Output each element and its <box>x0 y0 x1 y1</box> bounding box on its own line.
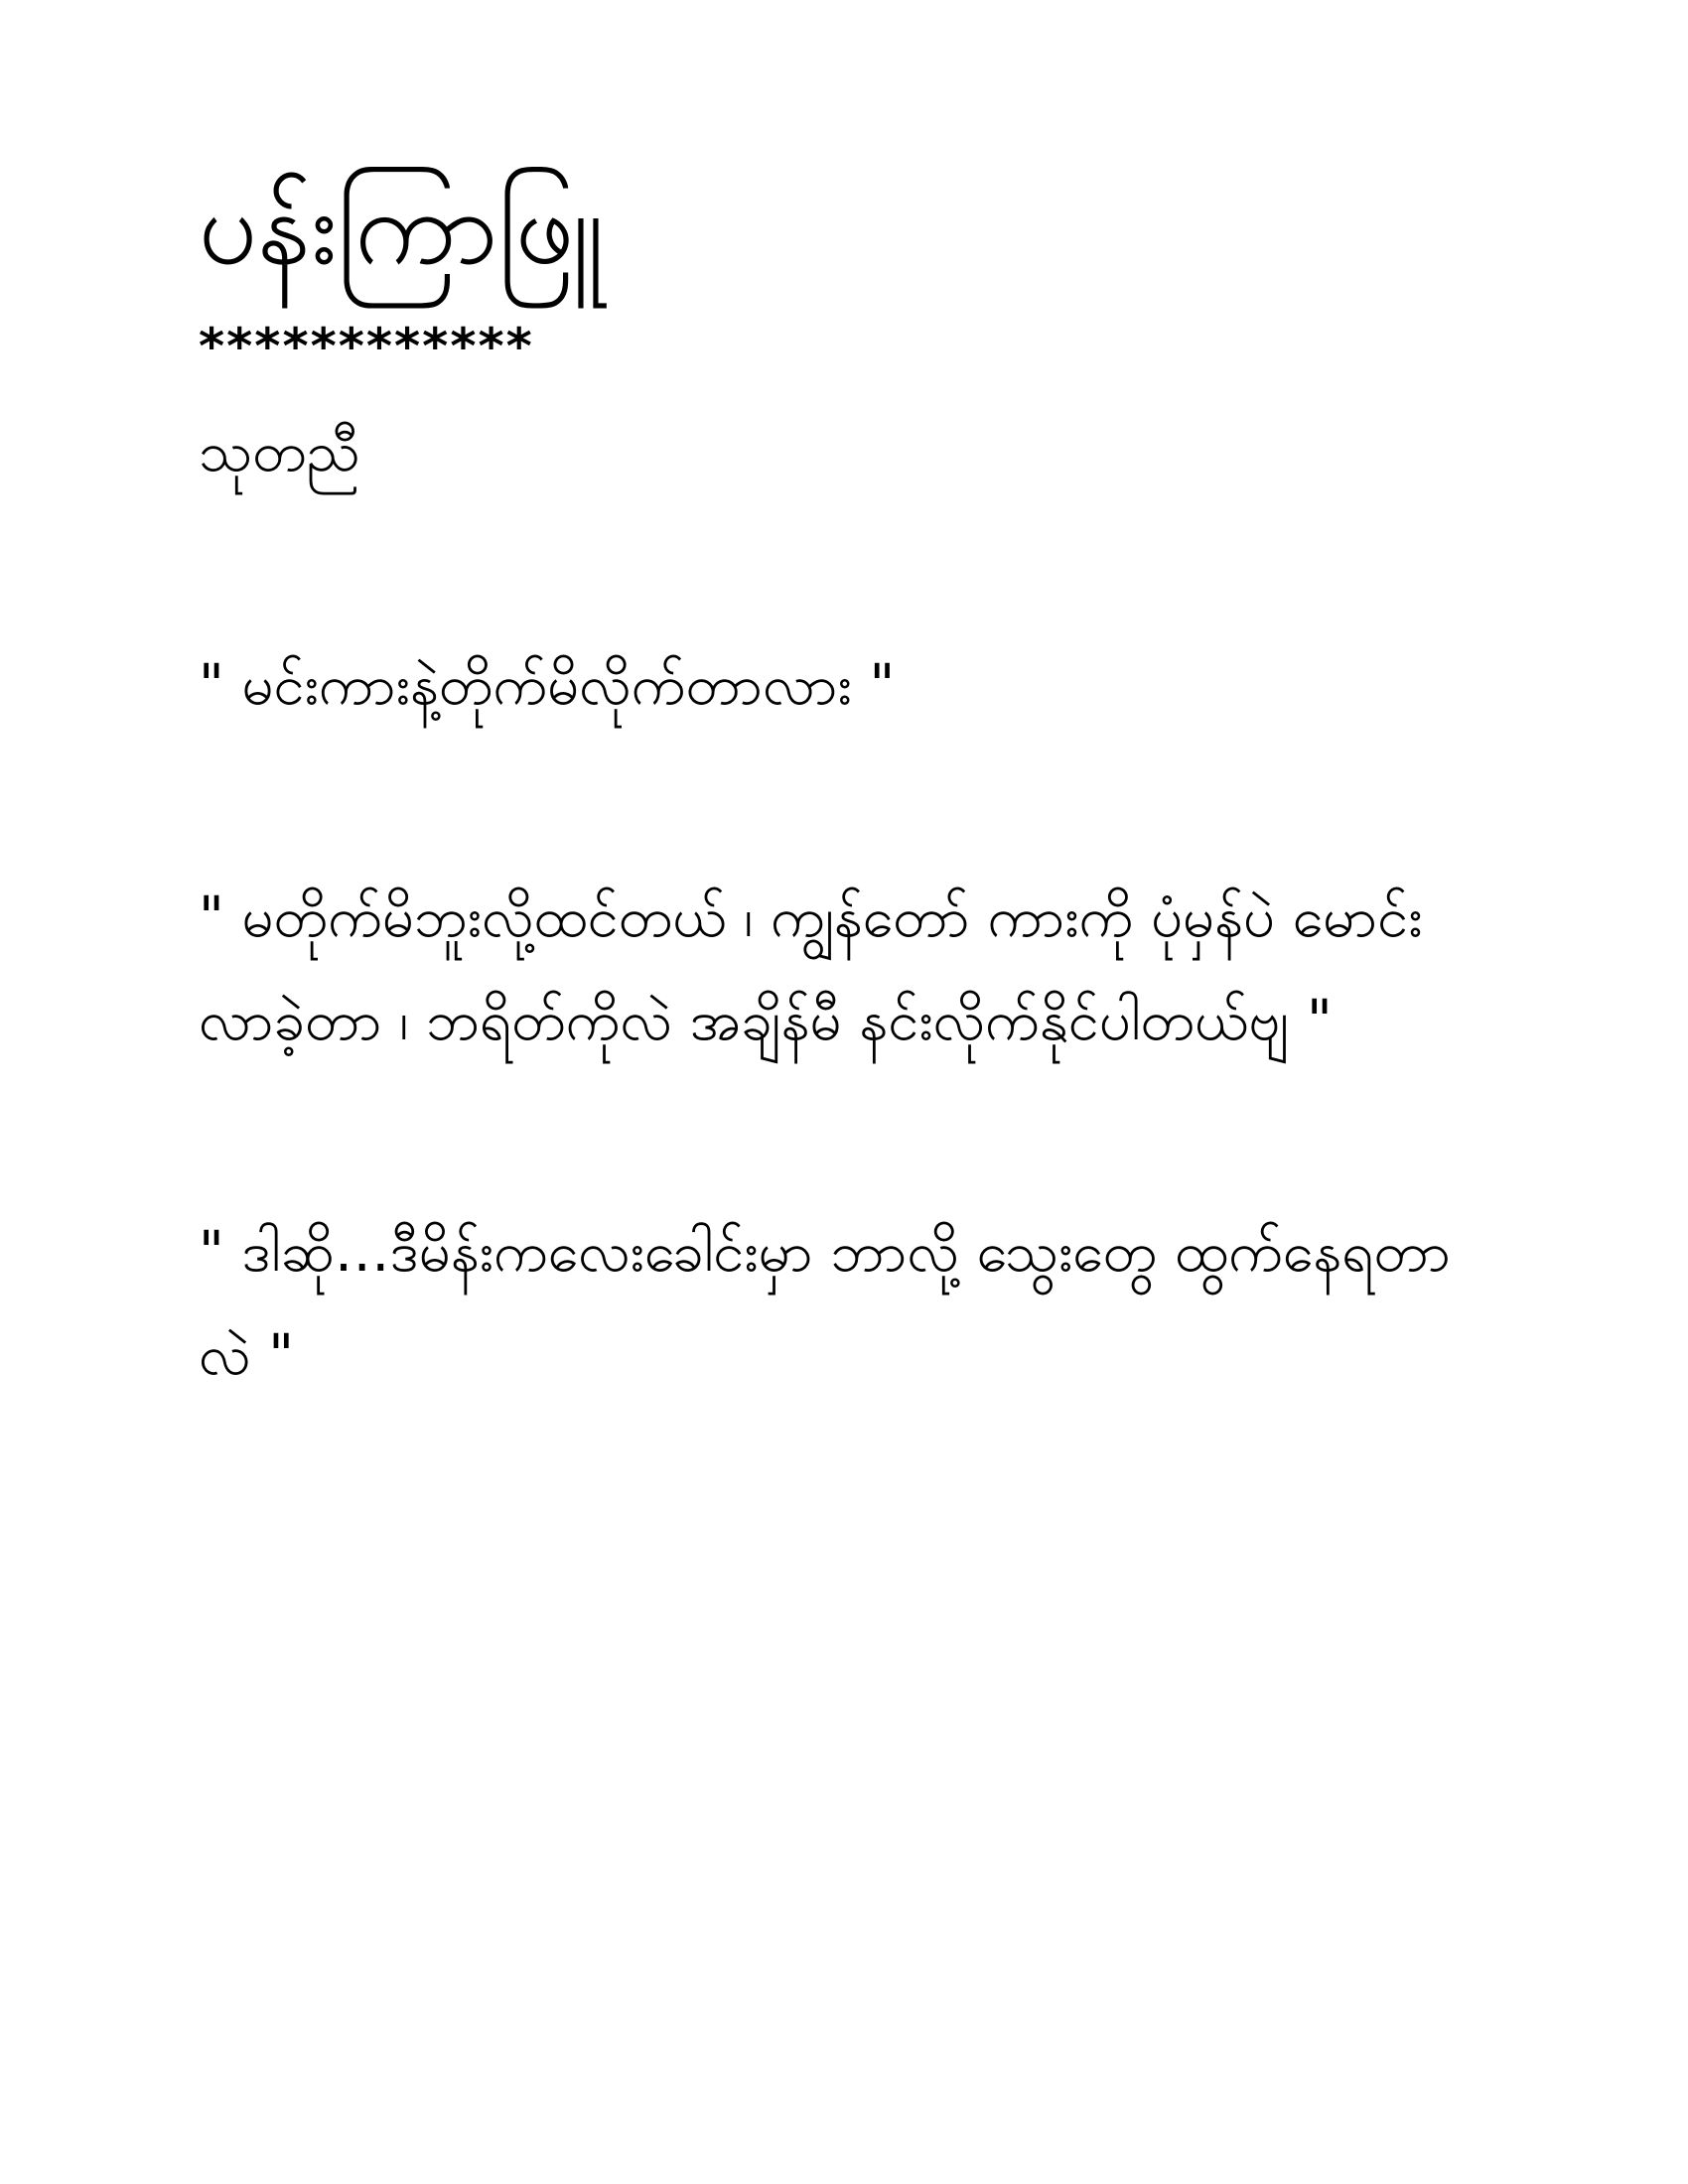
document-body <box>199 167 1489 1407</box>
dialogue-paragraph-2: " မတိုက်မိဘူးလို့ထင်တယ် ၊ ကျွန်တော် ကားကို ပုံမှန်ပဲ မောင်းလာခဲ့တာ ၊ ဘရိတ်ကိုလဲ အချိန်မီ နင်းလိုက်နိုင်ပါတယ်ဗျ " <box>199 885 1423 1053</box>
dialogue-paragraph-1: " မင်းကားနဲ့တိုက်မိလိုက်တာလား " <box>199 653 896 719</box>
dialogue-paragraph-3: " ဒါဆို…ဒီမိန်းကလေးခေါင်းမှာ ဘာလို့ သွေးတွေ ထွက်နေရတာလဲ " <box>199 1220 1451 1388</box>
author-name: သုတညီ <box>199 420 360 485</box>
title-separator: ************ <box>199 318 534 376</box>
document-title: ပန်းကြာဖြူ <box>199 167 605 288</box>
